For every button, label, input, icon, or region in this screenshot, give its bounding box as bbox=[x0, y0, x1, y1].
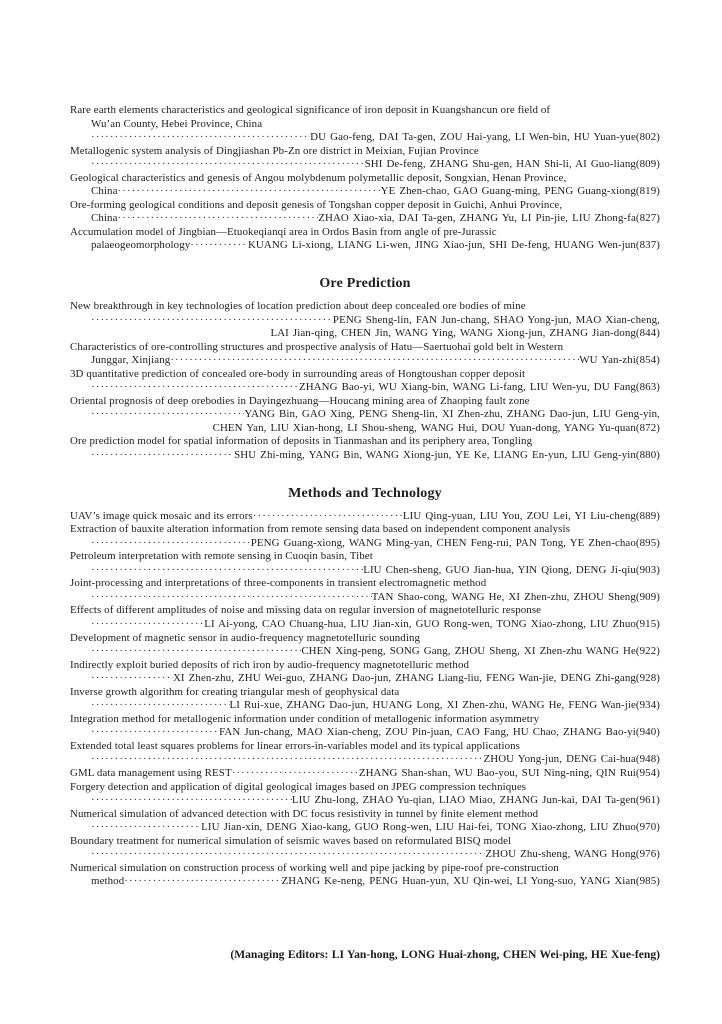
entry-authors-page: LIU Qing-yuan, LIU You, ZOU Lei, YI Liu-cheng(889) bbox=[402, 509, 660, 522]
entry-title-text: Boundary treatment for numerical simulation of seismic waves based on reformulated BISQ model bbox=[70, 834, 512, 847]
entry-authors-page: YE Zhen-chao, GAO Guang-ming, PENG Guang-xiong(819) bbox=[380, 185, 660, 198]
toc-line bbox=[70, 875, 660, 889]
toc-line bbox=[70, 368, 660, 382]
entry-authors-page: PENG Guang-xiong, WANG Ming-yan, CHEN Feng-rui, PAN Tong, YE Zhen-chao(895) bbox=[250, 536, 660, 549]
entry-title-text: Forgery detection and application of digital geological images based on JPEG compression techniques bbox=[70, 780, 527, 793]
toc-line bbox=[70, 145, 660, 159]
entry-title-text: palaeogeomorphology bbox=[91, 239, 191, 252]
leader-dots bbox=[91, 618, 204, 632]
entry-authors-page: ZHANG Ke-neng, PENG Huan-yun, XU Qin-wei, LI Yong-suo, YANG Xian(985) bbox=[281, 875, 660, 888]
toc-line bbox=[70, 848, 660, 862]
entry-authors-page: WU Yan-zhi(854) bbox=[579, 354, 660, 367]
toc-line bbox=[70, 767, 660, 781]
toc-line bbox=[70, 659, 660, 673]
entry-title-text: Junggar, Xinjiang bbox=[91, 354, 171, 367]
entry-title-text: Extended total least squares problems for linear errors-in-variables model and its typical applications bbox=[70, 739, 521, 752]
entry-title-text: Characteristics of ore-controlling structures and prospective analysis of Hatu—Saertuohai gold belt in Western bbox=[70, 340, 564, 353]
toc-line bbox=[70, 591, 660, 605]
leader-dots bbox=[91, 672, 173, 686]
leader-dots bbox=[190, 239, 248, 253]
entry-authors-page: TAN Shao-cong, WANG He, XI Zhen-zhu, ZHOU Sheng(909) bbox=[371, 590, 660, 603]
toc-line bbox=[70, 300, 660, 314]
entry-authors-page: SHI De-feng, ZHANG Shu-gen, HAN Shi-li, AI Guo-liang(809) bbox=[364, 158, 660, 171]
toc-line bbox=[70, 354, 660, 368]
leader-dots bbox=[232, 767, 359, 781]
entry-authors-page: ZHOU Zhu-sheng, WANG Hong(976) bbox=[485, 848, 660, 861]
toc-line bbox=[70, 104, 660, 118]
leader-dots bbox=[91, 645, 301, 659]
leader-dots bbox=[91, 449, 234, 463]
toc-line bbox=[70, 645, 660, 659]
entry-title-text: GML data management using REST bbox=[70, 766, 232, 779]
section-heading: Methods and Technology bbox=[288, 485, 442, 501]
toc-line bbox=[70, 753, 660, 767]
entry-authors-page: ZHOU Yong-jun, DENG Cai-hua(948) bbox=[483, 753, 660, 766]
entry-title-text: Metallogenic system analysis of Dingjiashan Pb-Zn ore district in Meixian, Fujian Province bbox=[70, 144, 479, 157]
toc-line bbox=[70, 523, 660, 537]
leader-dots bbox=[253, 510, 403, 524]
toc-line bbox=[70, 794, 660, 808]
entry-title-text: Integration method for metallogenic information under condition of metallogenic information asymmetry bbox=[70, 712, 540, 725]
leader-dots bbox=[91, 131, 310, 145]
entry-title-text: UAV’s image quick mosaic and its errors bbox=[70, 509, 253, 522]
entry-title-text: Rare earth elements characteristics and geological significance of iron deposit in Kuangshancun ore field of bbox=[70, 104, 551, 116]
leader-dots bbox=[91, 537, 251, 551]
entry-title-text: Wu’an County, Hebei Province, China bbox=[91, 117, 263, 130]
toc-line bbox=[70, 212, 660, 226]
toc-line bbox=[70, 537, 660, 551]
toc-line bbox=[70, 699, 660, 713]
toc-line bbox=[70, 781, 660, 795]
toc-line bbox=[70, 381, 660, 395]
leader-dots bbox=[91, 591, 372, 605]
toc-line bbox=[70, 604, 660, 618]
entry-authors-page: ZHANG Bao-yi, WU Xiang-bin, WANG Li-fang, LIU Wen-yu, DU Fang(863) bbox=[298, 381, 660, 394]
toc-line bbox=[70, 577, 660, 591]
leader-dots bbox=[91, 821, 201, 835]
toc-line bbox=[70, 726, 660, 740]
leader-dots bbox=[91, 381, 299, 395]
entry-title-text: Petroleum interpretation with remote sensing in Cuoqin basin, Tibet bbox=[70, 550, 373, 563]
toc-line bbox=[70, 862, 660, 876]
toc-line bbox=[70, 408, 660, 422]
leader-dots bbox=[91, 564, 363, 578]
toc-line bbox=[70, 449, 660, 463]
leader-dots bbox=[91, 314, 333, 328]
entry-title-text: Numerical simulation of advanced detection with DC focus resistivity in tunnel by finite element method bbox=[70, 807, 539, 820]
leader-dots bbox=[124, 875, 281, 889]
entry-authors-page: LI Ai-yong, CAO Chuang-hua, LIU Jian-xin, GUO Rong-wen, TONG Xiao-zhong, LIU Zhuo(915) bbox=[204, 617, 660, 630]
toc-line bbox=[70, 185, 660, 199]
entry-title-text: Oriental prognosis of deep orebodies in Dayingezhuang—Houcang mining area of Zhaoping fault zone bbox=[70, 394, 530, 407]
entry-title-text: Accumulation model of Jingbian—Etuokeqianqi area in Ordos Basin from angle of pre-Jurassic bbox=[70, 225, 497, 238]
toc-line bbox=[70, 632, 660, 646]
entry-authors-page: XI Zhen-zhu, ZHU Wei-guo, ZHANG Dao-jun, ZHANG Liang-liu, FENG Wan-jie, DENG Zhi-gang(928) bbox=[172, 672, 660, 685]
toc-line bbox=[70, 740, 660, 754]
entry-title-text: China bbox=[91, 212, 118, 225]
toc-line bbox=[70, 550, 660, 564]
leader-dots bbox=[91, 699, 230, 713]
entry-authors-page: LIU Jian-xin, DENG Xiao-kang, GUO Rong-wen, LIU Hai-fei, TONG Xiao-zhong, LIU Zhuo(970) bbox=[201, 821, 660, 834]
leader-dots bbox=[170, 354, 579, 368]
entry-title-text: Joint-processing and interpretations of three-components in transient electromagnetic method bbox=[70, 577, 487, 590]
entry-authors-page: PENG Sheng-lin, FAN Jun-chang, SHAO Yong-jun, MAO Xian-cheng, bbox=[332, 313, 660, 326]
entry-title-text: Inverse growth algorithm for creating triangular mesh of geophysical data bbox=[70, 685, 400, 698]
toc-line bbox=[70, 672, 660, 686]
section-heading: Ore Prediction bbox=[319, 276, 411, 292]
toc-line bbox=[70, 118, 660, 132]
toc-line bbox=[70, 835, 660, 849]
toc-line bbox=[70, 435, 660, 449]
entry-title-text: Extraction of bauxite alteration information from remote sensing data based on independent component analysis bbox=[70, 523, 570, 536]
entry-authors-page: KUANG Li-xiong, LIANG Li-wen, JING Xiao-jun, SHI De-feng, HUANG Wen-jun(837) bbox=[247, 239, 660, 252]
toc-line bbox=[70, 314, 660, 328]
entry-title-text: 3D quantitative prediction of concealed ore-body in surrounding areas of Hongtoushan copper deposit bbox=[70, 367, 526, 380]
entry-authors-page: YANG Bin, GAO Xing, PENG Sheng-lin, XI Zhen-zhu, ZHANG Dao-jun, LIU Geng-yin, bbox=[244, 408, 660, 421]
table-of-contents bbox=[70, 104, 660, 889]
entry-title-text: Effects of different amplitudes of noise and missing data on regular inversion of magnetotelluric response bbox=[70, 604, 542, 617]
leader-dots bbox=[118, 212, 319, 226]
entry-title-text: Ore prediction model for spatial information of deposits in Tianmashan and its periphery area, Tongling bbox=[70, 435, 533, 448]
entry-authors-page: CHEN Xing-peng, SONG Gang, ZHOU Sheng, XI Zhen-zhu WANG He(922) bbox=[301, 645, 660, 658]
toc-line bbox=[70, 226, 660, 240]
managing-editors-line: (Managing Editors: LI Yan-hong, LONG Huai-zhong, CHEN Wei-ping, HE Xue-feng) bbox=[230, 947, 660, 961]
entry-authors-page: ZHAO Xiao-xia, DAI Ta-gen, ZHANG Yu, LI Pin-jie, LIU Zhong-fa(827) bbox=[318, 212, 660, 225]
entry-authors-page: SHU Zhi-ming, YANG Bin, WANG Xiong-jun, YE Ke, LIANG En-yun, LIU Geng-yin(880) bbox=[234, 449, 660, 462]
toc-line bbox=[70, 158, 660, 172]
leader-dots bbox=[91, 753, 484, 767]
toc-line bbox=[70, 686, 660, 700]
entry-title-text: Numerical simulation on construction process of working well and pipe jacking by pipe-roof pre-construction bbox=[70, 861, 559, 874]
toc-line bbox=[70, 808, 660, 822]
entry-authors-page: CHEN Yan, LIU Xian-hong, LI Shou-sheng, WANG Hui, DOU Yuan-dong, YANG Yu-quan(872) bbox=[212, 421, 660, 434]
entry-title-text: Development of magnetic sensor in audio-frequency magnetotelluric sounding bbox=[70, 631, 421, 644]
leader-dots bbox=[91, 158, 365, 172]
entry-authors-page: LI Rui-xue, ZHANG Dao-jun, HUANG Long, XI Zhen-zhu, WANG He, FENG Wan-jie(934) bbox=[229, 699, 660, 712]
leader-dots bbox=[91, 726, 219, 740]
toc-line bbox=[70, 395, 660, 409]
toc-line bbox=[70, 327, 660, 341]
toc-line bbox=[70, 172, 660, 186]
toc-line bbox=[70, 821, 660, 835]
leader-dots bbox=[91, 794, 292, 808]
entry-authors-page: LIU Zhu-long, ZHAO Yu-qian, LIAO Miao, ZHANG Jun-kai, DAI Ta-gen(961) bbox=[291, 794, 660, 807]
entry-title-text: Geological characteristics and genesis of Angou molybdenum polymetallic deposit, Songxian, Henan Province, bbox=[70, 171, 567, 184]
toc-line bbox=[70, 510, 660, 524]
entry-title-text: Indirectly exploit buried deposits of rich iron by audio-frequency magnetotelluric method bbox=[70, 658, 470, 671]
entry-title-text: Ore-forming geological conditions and deposit genesis of Tongshan copper deposit in Guichi, Anhui Province, bbox=[70, 198, 563, 211]
entry-title-text: method bbox=[91, 875, 125, 888]
leader-dots bbox=[91, 848, 485, 862]
entry-title-text: China bbox=[91, 185, 118, 198]
leader-dots bbox=[91, 408, 244, 422]
toc-line bbox=[70, 341, 660, 355]
toc-line bbox=[70, 564, 660, 578]
toc-line bbox=[70, 422, 660, 436]
toc-line bbox=[70, 618, 660, 632]
toc-line bbox=[70, 713, 660, 727]
toc-line bbox=[70, 131, 660, 145]
entry-authors-page: LAI Jian-qing, CHEN Jin, WANG Ying, WANG Xiong-jun, ZHANG Jian-dong(844) bbox=[270, 327, 660, 340]
entry-authors-page: FAN Jun-chang, MAO Xian-cheng, ZOU Pin-juan, CAO Fang, HU Chao, ZHANG Bao-yi(940) bbox=[219, 726, 660, 739]
toc-line bbox=[70, 199, 660, 213]
entry-authors-page: LIU Chen-sheng, GUO Jian-hua, YIN Qiong, DENG Ji-qiu(903) bbox=[363, 563, 660, 576]
entry-title-text: New breakthrough in key technologies of location prediction about deep concealed ore bodies of mine bbox=[70, 300, 526, 313]
entry-authors-page: ZHANG Shan-shan, WU Bao-you, SUI Ning-ning, QIN Rui(954) bbox=[358, 766, 660, 779]
leader-dots bbox=[118, 185, 381, 199]
entry-authors-page: DU Gao-feng, DAI Ta-gen, ZOU Hai-yang, LI Wen-bin, HU Yuan-yue(802) bbox=[310, 131, 660, 144]
toc-line bbox=[70, 239, 660, 253]
